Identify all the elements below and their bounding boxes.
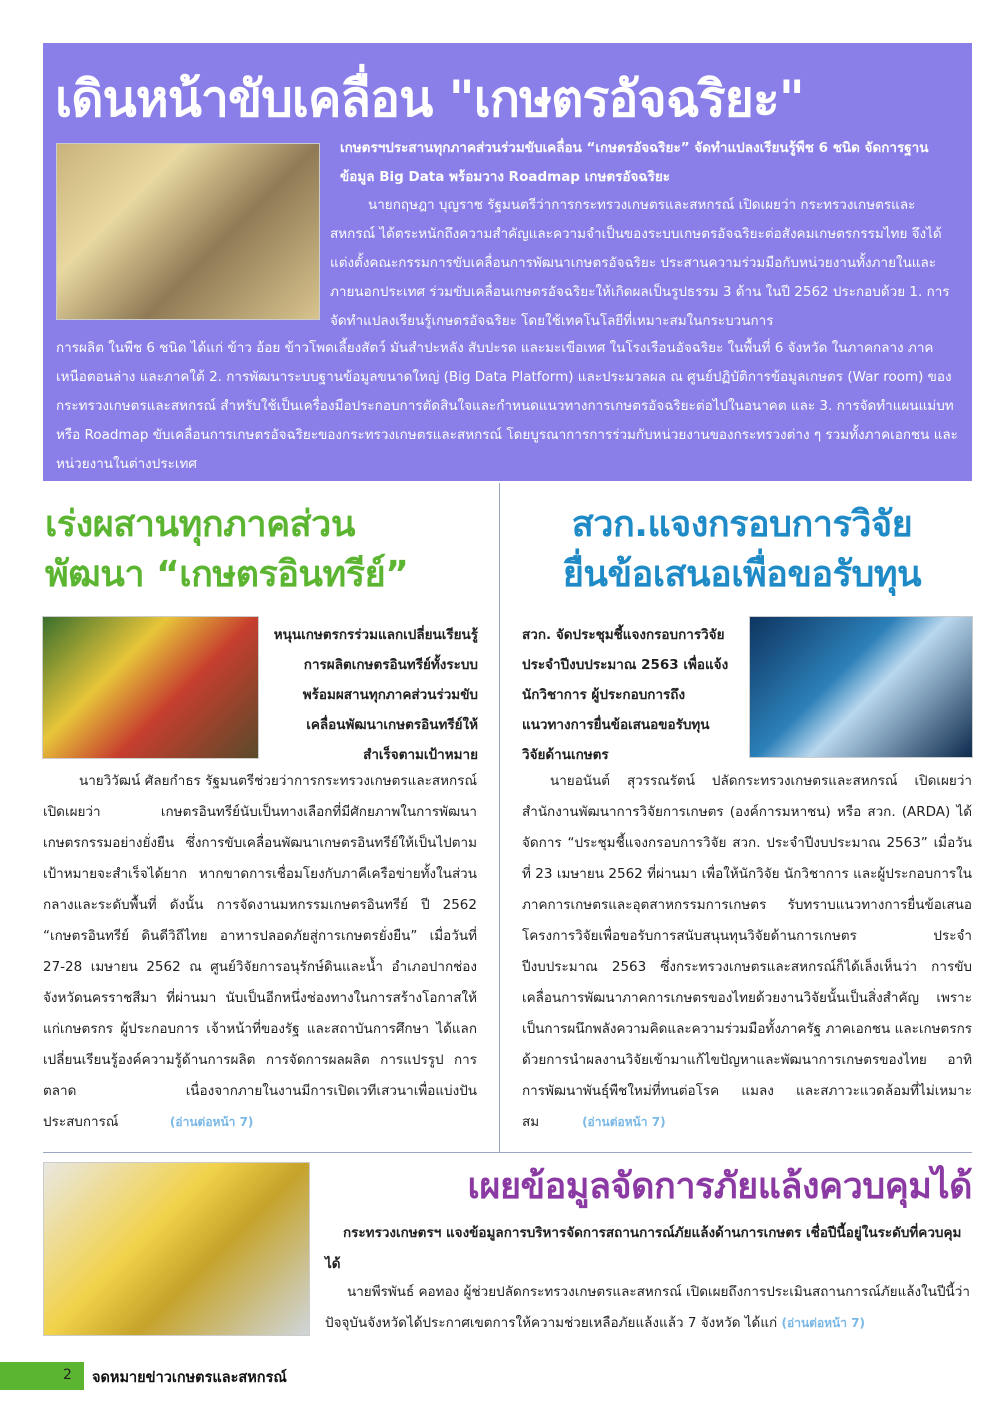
left-article-lead: หนุนเกษตรกรร่วมแลกเปลี่ยนเรียนรู้การผลิตเกษตรอินทรีย์ทั้งระบบ พร้อมผสานทุกภาคส่วนร่วมขับเคลื่อนพัฒนาเกษตรอินทรีย์ให้สำเร็จตามเป้าหมาย (273, 627, 478, 763)
right-article-photo (749, 616, 973, 758)
right-article-title-line1: สวก.แจงกรอบการวิจัย (571, 504, 913, 545)
right-article-lead: สวก. จัดประชุมชี้แจงกรอบการวิจัย ประจำปีงบประมาณ 2563 เพื่อแจ้งนักวิชาการ ผู้ประกอบการถึงแนวทางการยื่นข้อเสนอขอรับทุนวิจัยด้านเกษตร (522, 627, 729, 763)
right-article-title (512, 500, 972, 600)
bottom-article-continue-link[interactable]: (อ่านต่อหน้า 7) (781, 1316, 866, 1330)
page-number: 2 (63, 1367, 72, 1383)
top-article-title: เดินหน้าขับเคลื่อน "เกษตรอัจฉริยะ" (55, 70, 804, 128)
left-article-title-line1: เร่งผสานทุกภาคส่วน (45, 504, 355, 545)
publication-name: จดหมายข่าวเกษตรและสหกรณ์ (92, 1370, 287, 1386)
left-article-photo (42, 616, 259, 759)
right-article-body (522, 766, 972, 1138)
right-article-body-text: นายอนันต์ สุวรรณรัตน์ ปลัดกระทรวงเกษตรและสหกรณ์ เปิดเผยว่า สำนักงานพัฒนาการวิจัยการเกษตร (องค์การมหาชน) หรือ สวก. (ARDA) ได้จัดการ “ประชุมชี้แจงกรอบการวิจัย สวก. ประจำปีงบประมาณ 2563” เมื่อวันที่ 23 เมษายน 2562 ที่ผ่านมา เพื่อให้นักวิจัย นักวิชาการ และผู้ประกอบการในภาคการเกษตรและอุตสาหกรรมการเกษตร รับทราบแนวทางการยื่นข้อเสนอโครงการวิจัยเพื่อขอรับการสนับสนุนทุนวิจัยด้านการเกษตร ประจำปีงบประมาณ 2563 ซึ่งกระทรวงเกษตรและสหกรณ์ก็ได้เล็งเห็นว่า การขับเคลื่อนการพัฒนาภาคการเกษตรของไทยด้วยงานวิจัยนั้นเป็นสิ่งสำคัญ เพราะเป็นการผนึกพลังความคิดและความร่วมมือทั้งภาครัฐ ภาคเอกชน และเกษตรกร ด้วยการนำผลงานวิจัยเข้ามาแก้ไขปัญหาและพัฒนาการเกษตรของไทย อาทิ การพัฒนาพันธุ์พืชใหม่ที่ทนต่อโรค แมลง และสภาวะแวดล้อมที่ไม่เหมาะสม (522, 773, 972, 1130)
right-article-title-line2: ยื่นข้อเสนอเพื่อขอรับทุน (562, 554, 922, 595)
bottom-article-body-text: นายพีรพันธ์ คอทอง ผู้ช่วยปลัดกระทรวงเกษตรและสหกรณ์ เปิดเผยถึงการประเมินสถานการณ์ภัยแล้งในปีนี้ว่า ปัจจุบันจังหวัดได้ประกาศเขตการให้ความช่วยเหลือภัยแล้งแล้ว 7 จังหวัด ได้แก่ (325, 1284, 970, 1331)
top-article-body-part1: นายกฤษฎา บุญราช รัฐมนตรีว่าการกระทรวงเกษตรและสหกรณ์ เปิดเผยว่า กระทรวงเกษตรและสหกรณ์ ได้ตระหนักถึงความสำคัญและความจำเป็นของระบบเกษตรอัจฉริยะต่อสังคมเกษตรกรรมไทย จึงได้แต่งตั้งคณะกรรมการขับเคลื่อนการพัฒนาเกษตรอัจฉริยะ ประสานความร่วมมือกับหน่วยงานทั้งภายในและภายนอกประเทศ ร่วมขับเคลื่อนเกษตรอัจฉริยะให้เกิดผลเป็นรูปธรรม 3 ด้าน ในปี 2562 ประกอบด้วย 1. การจัดทำแปลงเรียนรู้เกษตรอัจฉริยะ โดยใช้เทคโนโลยีที่เหมาะสมในกระบวนการ (330, 197, 950, 329)
left-article-body (43, 766, 477, 1138)
bottom-article-photo (43, 1162, 310, 1336)
bottom-article-title: เผยข้อมูลจัดการภัยแล้งควบคุมได้ (467, 1166, 972, 1207)
left-article-title-line2: พัฒนา “เกษตรอินทรีย์” (45, 554, 409, 595)
top-article-photo (56, 143, 320, 320)
left-article-title (45, 500, 495, 600)
bottom-article-lead: กระทรวงเกษตรฯ แจงข้อมูลการบริหารจัดการสถานการณ์ภัยแล้งด้านการเกษตร เชื่อปีนี้อยู่ในระดับที่ควบคุมได้ (325, 1225, 962, 1272)
left-article-continue-link[interactable]: (อ่านต่อหน้า 7) (169, 1115, 254, 1129)
left-article-body-text: นายวิวัฒน์ ศัลยกำธร รัฐมนตรีช่วยว่าการกระทรวงเกษตรและสหกรณ์ เปิดเผยว่า เกษตรอินทรีย์นับเป็นทางเลือกที่มีศักยภาพในการพัฒนาเกษตรกรรมอย่างยั่งยืน ซึ่งการขับเคลื่อนพัฒนาเกษตรอินทรีย์ให้เป็นไปตามเป้าหมายจะสำเร็จได้ยาก หากขาดการเชื่อมโยงกับภาคีเครือข่ายทั้งในส่วนกลางและระดับพื้นที่ ดังนั้น การจัดงานมหกรรมเกษตรอินทรีย์ ปี 2562 “เกษตรอินทรีย์ ดินดีวิถีไทย อาหารปลอดภัยสู่การเกษตรยั่งยืน” เมื่อวันที่ 27-28 เมษายน 2562 ณ ศูนย์วิจัยการอนุรักษ์ดินและน้ำ อำเภอปากช่อง จังหวัดนครราชสีมา ที่ผ่านมา นับเป็นอีกหนึ่งช่องทางในการสร้างโอกาสให้แก่เกษตรกร ผู้ประกอบการ เจ้าหน้าที่ของรัฐ และสถาบันการศึกษา ได้แลกเปลี่ยนเรียนรู้องค์ความรู้ด้านการผลิต การจัดการผลผลิต การแปรรูป การตลาด เนื่องจากภายในงานมีการเปิดเวทีเสวนาเพื่อแบ่งปันประสบการณ์ (43, 773, 477, 1130)
right-article-continue-link[interactable]: (อ่านต่อหน้า 7) (582, 1115, 666, 1129)
bottom-article-body (325, 1277, 972, 1339)
column-divider (499, 483, 500, 1152)
section-divider (43, 1152, 972, 1153)
top-article-lead: เกษตรฯประสานทุกภาคส่วนร่วมขับเคลื่อน “เกษตรอัจฉริยะ” จัดทำแปลงเรียนรู้พืช 6 ชนิด จัดการฐานข้อมูล Big Data พร้อมวาง Roadmap เกษตรอัจฉริยะ (340, 140, 929, 185)
top-article-body-part2: การผลิต ในพืช 6 ชนิด ได้แก่ ข้าว อ้อย ข้าวโพดเลี้ยงสัตว์ มันสำปะหลัง สับปะรด และมะเขือเทศ ในโรงเรือนอัจฉริยะ ในพื้นที่ 6 จังหวัด ในภาคกลาง ภาคเหนือตอนล่าง และภาคใต้ 2. การพัฒนาระบบฐานข้อมูลขนาดใหญ่ (Big Data Platform) และประมวลผล ณ ศูนย์ปฏิบัติการข้อมูลเกษตร (War room) ของกระทรวงเกษตรและสหกรณ์ สำหรับใช้เป็นเครื่องมือประกอบการตัดสินใจและกำหนดแนวทางการเกษตรอัจฉริยะต่อไปในอนาคต และ 3. การจัดทำแผนแม่บท หรือ Roadmap ขับเคลื่อนการเกษตรอัจฉริยะของกระทรวงเกษตรและสหกรณ์ โดยบูรณาการการร่วมกับหน่วยงานของกระทรวงต่าง ๆ รวมทั้งภาคเอกชน และหน่วยงานในต่างประเทศ (56, 340, 958, 472)
